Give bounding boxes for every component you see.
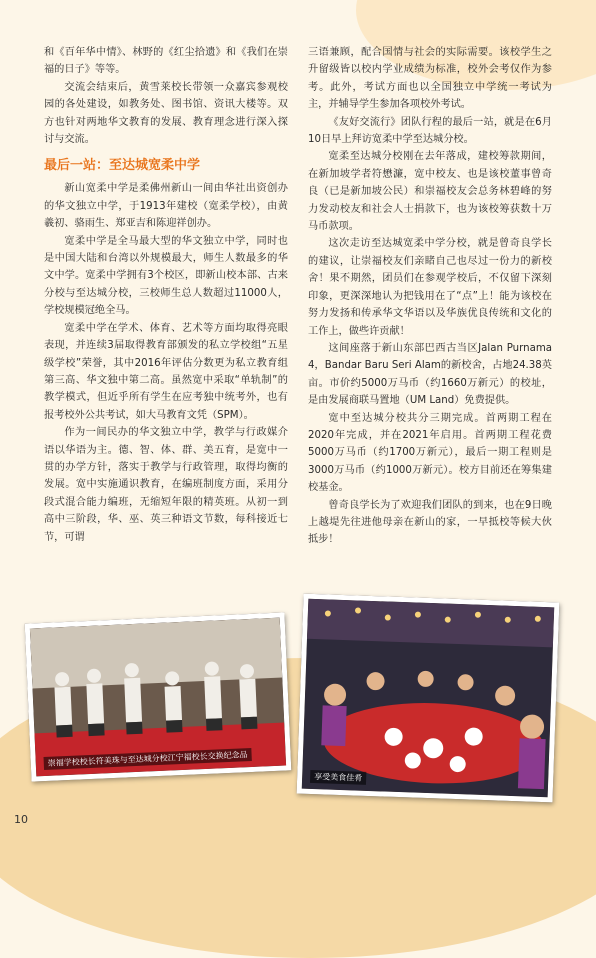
paragraph: 新山宽柔中学是柔佛州新山一间由华社出资创办的华文独立中学，于1913年建校（宽柔学校），由黄羲初、骆雨生、郑亚吉和陈迎祥创办。 <box>44 183 288 230</box>
paragraph: 交流会结束后，黄雪莱校长带领一众嘉宾参观校园的各处建设，如教务处、图书馆、资讯大楼等。双方也针对两地华文教育的发展、教育理念进行深入探讨与交流。 <box>44 81 288 146</box>
paragraph: 宽柔中学是全马最大型的华文独立中学，同时也是中国大陆和台湾以外规模最大，师生人数最多的华文中学。宽柔中学拥有3个校区，即新山校本部、古来分校与至达城分校，三校师生总人数超过11000人，学校规模冠绝全马。 <box>44 235 288 317</box>
photo-souvenir-exchange <box>25 612 292 781</box>
page-number: 10 <box>14 813 28 826</box>
paragraph: 宽中至达城分校共分三期完成。首两期工程在2020年完成，并在2021年启用。首两期工程花费5000万马币（约1700万新元），最后一期工程则是3000万马币（约1000万新元）。校方目前还在筹集建校基金。 <box>308 412 552 494</box>
right-column <box>308 44 552 549</box>
paragraph: 三语兼顾，配合国情与社会的实际需要。该校学生之升留级皆以校内学业成绩为标准，校外会考仅作为参考。此外，考试方面也以全国独立中学统一考试为主，并辅导学生参加各项校外考试。 <box>308 47 552 111</box>
photo-caption: 享受美食佳肴 <box>310 770 366 785</box>
photo-caption: 崇福学校校长符美珠与至达城分校江宁福校长交换纪念品 <box>44 748 252 770</box>
paragraph: 曾奇良学长为了欢迎我们团队的到来，也在9日晚上越堤先往进他母亲在新山的家，一早抵校等候大伙抵步！ <box>308 499 552 546</box>
paragraph: 和《百年华中情》、林野的《红尘拾遗》和《我们在崇福的日子》等等。 <box>44 47 288 76</box>
paragraph: 这次走访至达城宽柔中学分校，就是曾奇良学长的建议，让崇福校友们亲睹自己也尽过一份力的新校舍！果不期然，团员们在参观学校后，不仅留下深刻印象，更深深地认为把钱用在了“点”上！能为该校在努力发扬和传承华文华语以及华族优良传统和文化的工作上，做些许贡献！ <box>308 238 552 337</box>
paragraph: 《友好交流行》团队行程的最后一站，就是在6月10日早上拜访宽柔中学至达城分校。 <box>308 116 552 146</box>
paragraph: 作为一间民办的华文独立中学，教学与行政媒介语以华语为主。德、智、体、群、美五育，是宽中一贯的办学方针，落实于教学与行政管理，取得均衡的发展。宽中实施通识教育，在编班制度方面，采用分段式混合能力编班，无缩短年限的精英班。从初一到高中三阶段，华、巫、英三种语文节数，每科接近七节，可谓 <box>44 427 288 543</box>
dinner-photo-illustration <box>302 599 554 797</box>
photo-dinner <box>297 594 560 803</box>
section-heading: 最后一站：至达城宽柔中学 <box>44 158 201 174</box>
paragraph: 宽柔中学在学术、体育、艺术等方面均取得亮眼表现，并连续3届取得教育部颁发的私立学校组“五星级学校”荣誉，其中2016年评估分数更为私立教育组第三高、华文独中第二高。虽然宽中采取“单轨制”的教学模式，但近乎所有学生在应考独中统考外，也有报考校外公共考试，如大马教育文凭（SPM）。 <box>44 322 288 421</box>
paragraph: 这间座落于新山东部巴西古当区Jalan Purnama 4，Bandar Baru Seri Alam的新校舍，占地24.38英亩。市价约5000万马币（约1660万新元）的校址，是由发展商联马置地（UM Land）免费提供。 <box>308 342 552 407</box>
left-column <box>44 44 288 546</box>
paragraph: 宽柔至达城分校刚在去年落成，建校筹款期间，在新加坡学者符懋濂，宽中校友、也是该校董事曾奇良（已是新加坡公民）和崇福校友会总务林碧峰的努力发动校友和社会人士捐款下，也为该校筹获数十万马币款项。 <box>308 151 552 233</box>
